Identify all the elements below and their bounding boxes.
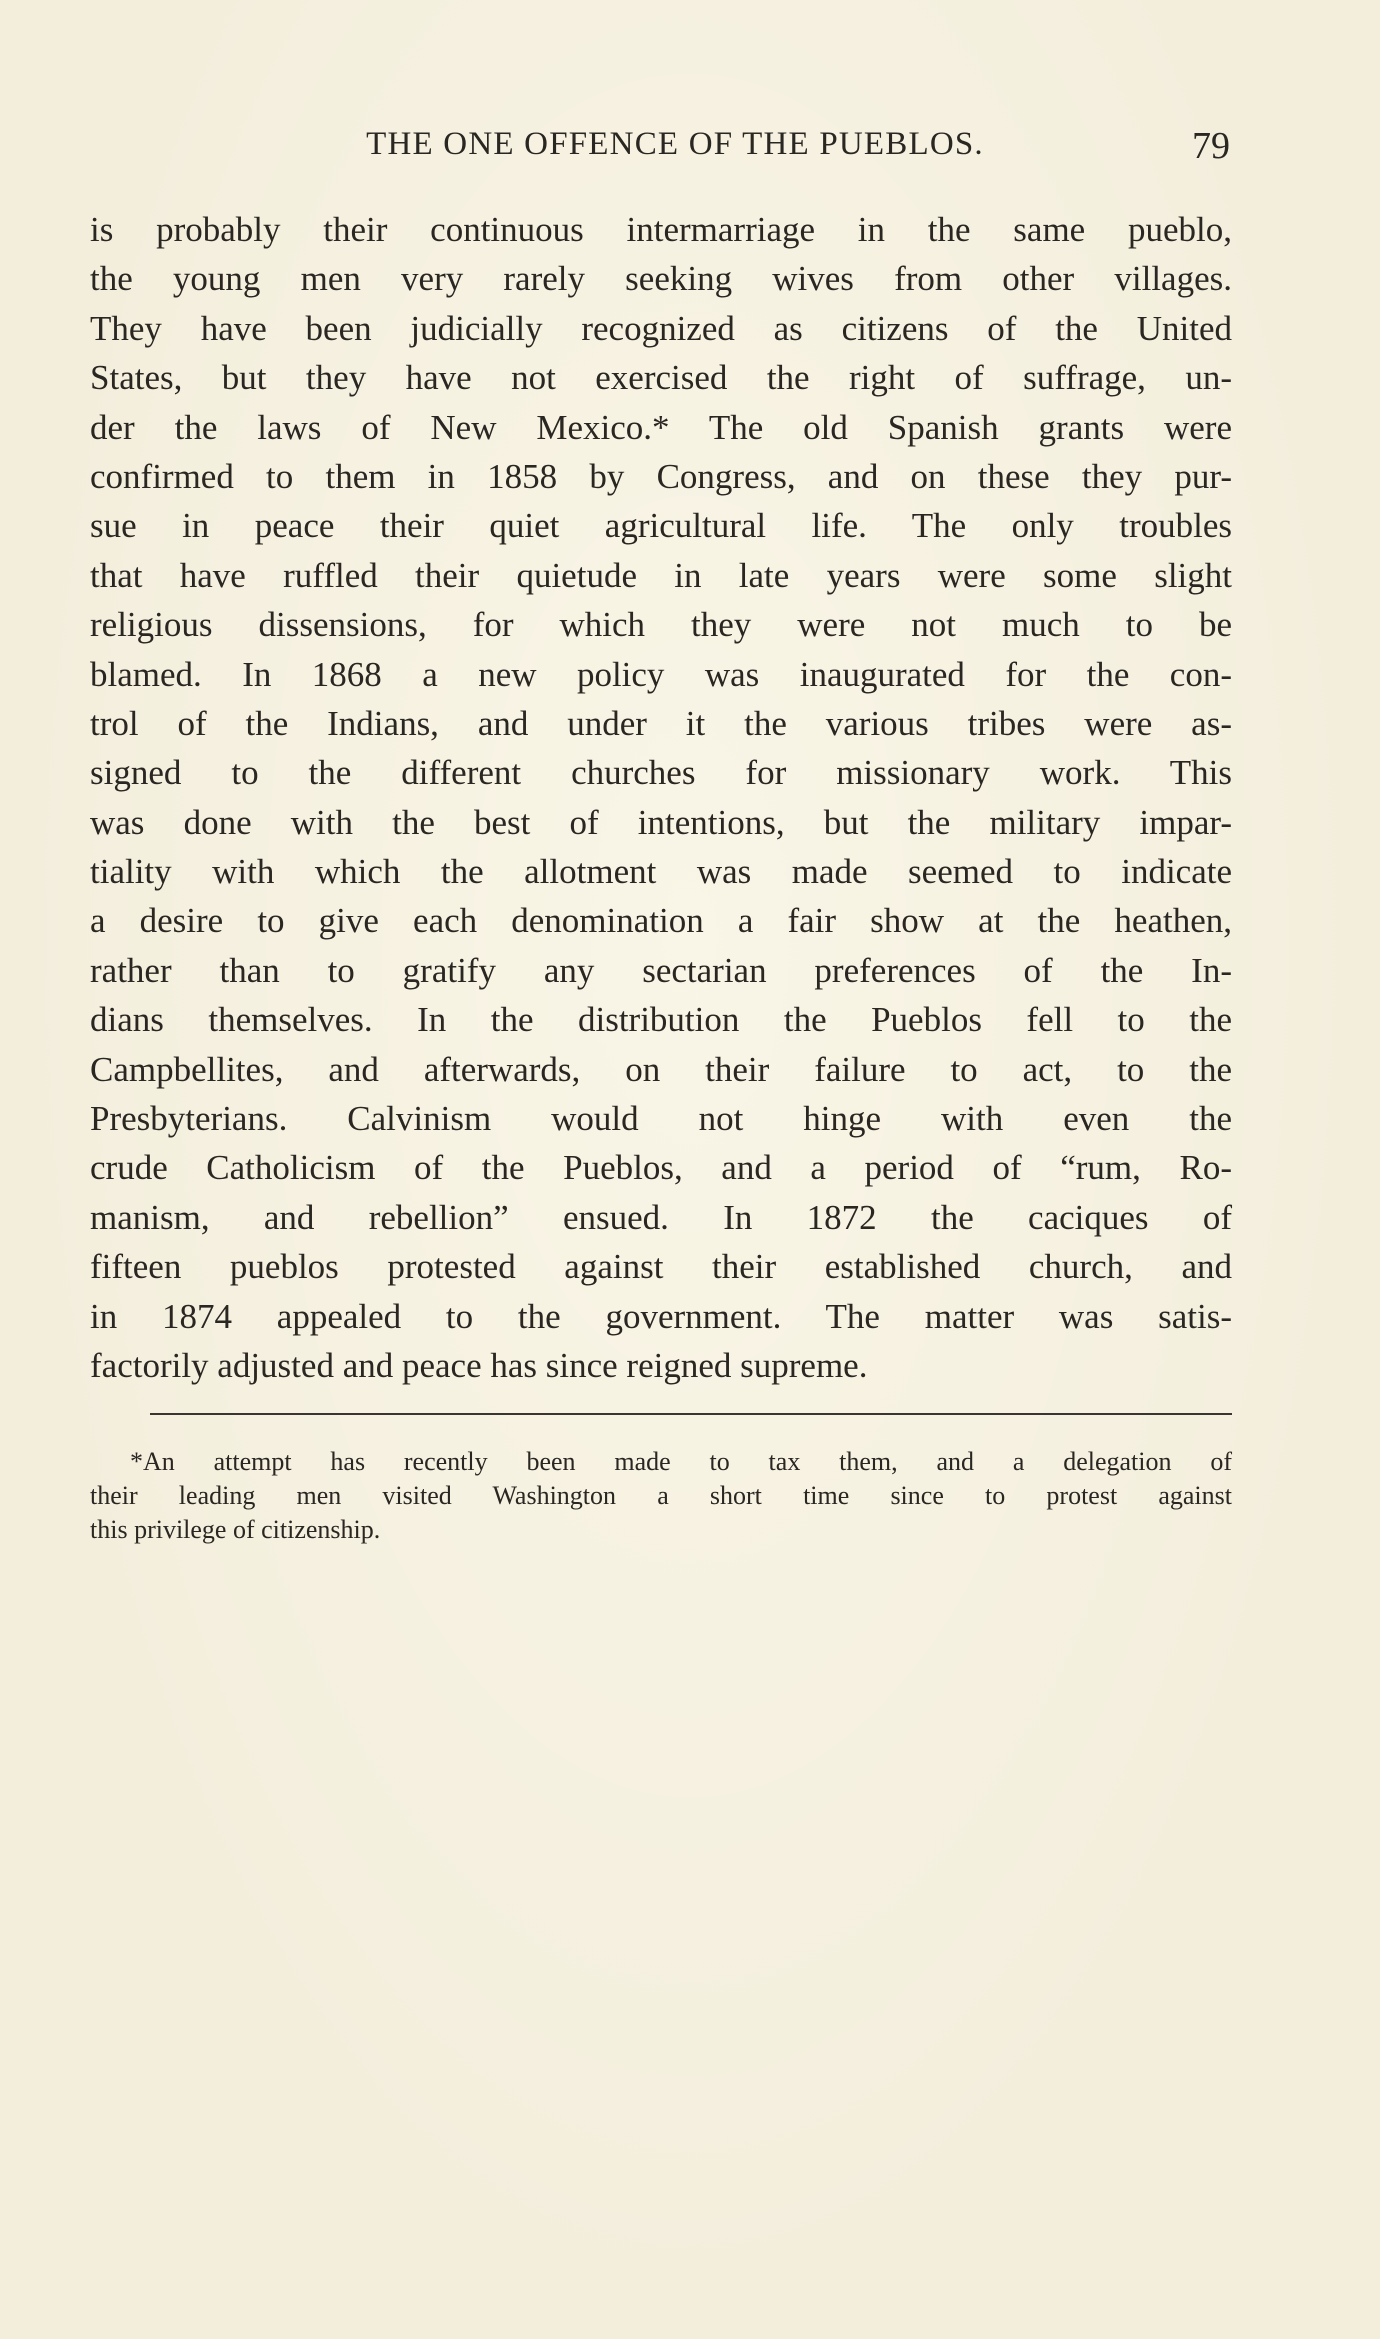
text-line: religious dissensions, for which they were not much to be bbox=[90, 605, 1232, 645]
footnote-line: this privilege of citizenship. bbox=[90, 1515, 381, 1544]
text-line: blamed. In 1868 a new policy was inaugurated for the con- bbox=[90, 654, 1232, 694]
running-head bbox=[90, 122, 1230, 166]
text-line: manism, and rebellion” ensued. In 1872 the caciques of bbox=[90, 1197, 1232, 1237]
text-line: trol of the Indians, and under it the various tribes were as- bbox=[90, 703, 1232, 743]
text-line: fifteen pueblos protested against their established church, and bbox=[90, 1247, 1232, 1287]
footnote-line: their leading men visited Washington a short time since to protest against bbox=[90, 1481, 1232, 1510]
text-line: was done with the best of intentions, but the military impar- bbox=[90, 802, 1232, 842]
footnote-line: *An attempt has recently been made to tax them, and a delegation of bbox=[130, 1447, 1232, 1476]
text-line: that have ruffled their quietude in late years were some slight bbox=[90, 555, 1232, 595]
text-line: rather than to gratify any sectarian preferences of the In- bbox=[90, 950, 1232, 990]
text-line: in 1874 appealed to the government. The matter was satis- bbox=[90, 1296, 1232, 1336]
text-line: tiality with which the allotment was made seemed to indicate bbox=[90, 852, 1232, 892]
text-line: Campbellites, and afterwards, on their failure to act, to the bbox=[90, 1049, 1232, 1089]
text-line: Presbyterians. Calvinism would not hinge with even the bbox=[90, 1099, 1232, 1139]
text-line: They have been judicially recognized as citizens of the United bbox=[90, 308, 1232, 348]
text-line: the young men very rarely seeking wives from other villages. bbox=[90, 259, 1232, 299]
text-line: signed to the different churches for missionary work. This bbox=[90, 753, 1232, 793]
text-line: dians themselves. In the distribution the Pueblos fell to the bbox=[90, 1000, 1232, 1040]
footnote-divider bbox=[150, 1413, 1232, 1415]
text-line: confirmed to them in 1858 by Congress, and on these they pur- bbox=[90, 456, 1232, 496]
text-line: der the laws of New Mexico.* The old Spanish grants were bbox=[90, 407, 1232, 447]
page-number: 79 bbox=[1192, 125, 1230, 167]
text-line: factorily adjusted and peace has since reigned supreme. bbox=[90, 1345, 868, 1385]
running-title: THE ONE OFFENCE OF THE PUEBLOS. bbox=[366, 126, 984, 162]
text-line: is probably their continuous intermarriage in the same pueblo, bbox=[90, 210, 1232, 249]
text-line: a desire to give each denomination a fair show at the heathen, bbox=[90, 901, 1232, 941]
text-line: States, but they have not exercised the right of suffrage, un- bbox=[90, 358, 1232, 398]
text-line: sue in peace their quiet agricultural life. The only troubles bbox=[90, 506, 1232, 546]
text-line: crude Catholicism of the Pueblos, and a period of “rum, Ro- bbox=[90, 1148, 1232, 1188]
body-paragraph bbox=[90, 205, 1232, 1390]
footnote bbox=[90, 1445, 1232, 1547]
